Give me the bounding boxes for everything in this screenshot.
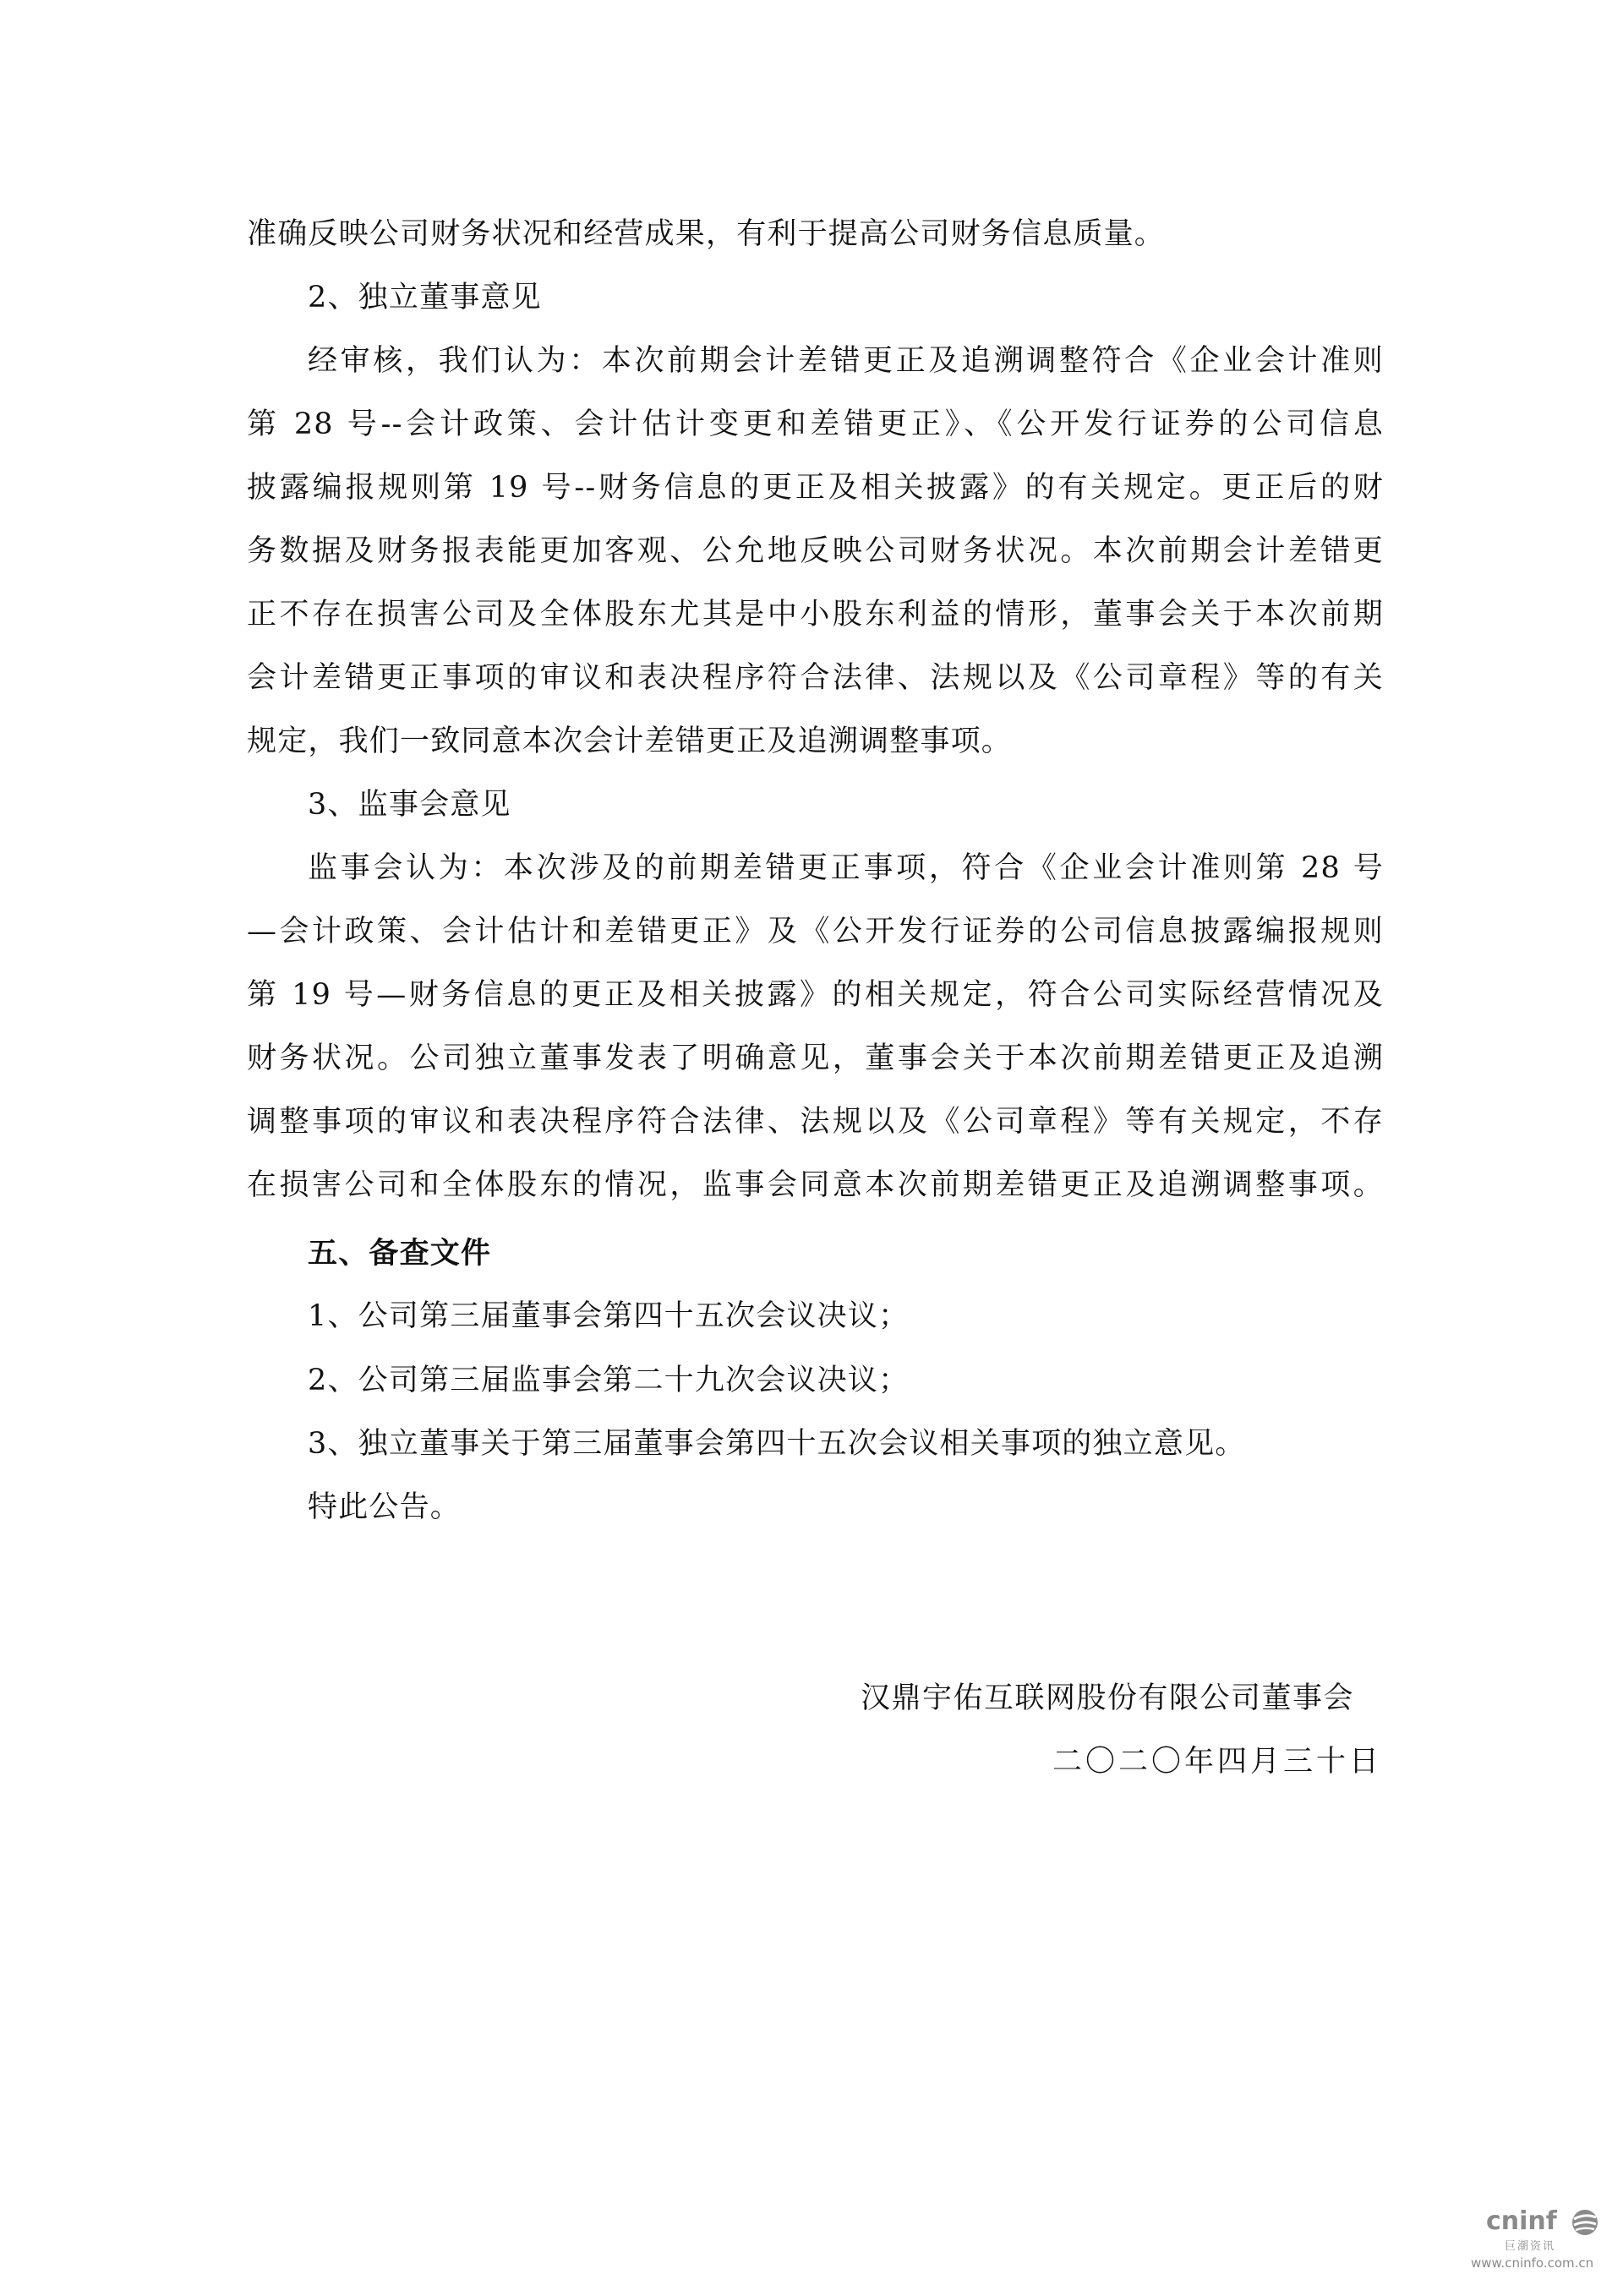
logo-brand-text: cninf [1486, 2206, 1557, 2236]
reference-item: 2、公司第三届监事会第二十九次会议决议； [308, 1364, 910, 1397]
paragraph-line: 经审核，我们认为：本次前期会计差错更正及追溯调整符合《企业会计准则 [308, 344, 1384, 378]
subheading-supervisory-board: 3、监事会意见 [308, 788, 511, 822]
paragraph-line: 披露编报规则第 19 号--财务信息的更正及相关披露》的有关规定。更正后的财 [247, 471, 1384, 505]
paragraph-line: 在损害公司和全体股东的情况，监事会同意本次前期差错更正及追溯调整事项。 [247, 1168, 1384, 1202]
reference-item: 1、公司第三届董事会第四十五次会议决议； [308, 1299, 910, 1333]
paragraph-line: 调整事项的审议和表决程序符合法律、法规以及《公司章程》等有关规定，不存 [247, 1105, 1384, 1139]
signature-date: 二〇二〇年四月三十日 [1052, 1745, 1383, 1779]
subheading-independent-directors: 2、独立董事意见 [308, 281, 542, 314]
paragraph-line: 正不存在损害公司及全体股东尤其是中小股东利益的情形，董事会关于本次前期 [247, 598, 1384, 631]
paragraph-line: 规定，我们一致同意本次会计差错更正及追溯调整事项。 [247, 724, 1013, 758]
paragraph-line: 会计差错更正事项的审议和表决程序符合法律、法规以及《公司章程》等的有关 [247, 661, 1384, 695]
paragraph-line: 准确反映公司财务状况和经营成果，有利于提高公司财务信息质量。 [247, 217, 1166, 251]
paragraph-line: —会计政策、会计估计和差错更正》及《公开发行证券的公司信息披露编报规则 [247, 915, 1384, 948]
section-heading-reference-documents: 五、备查文件 [308, 1236, 492, 1271]
paragraph-line: 务数据及财务报表能更加客观、公允地反映公司财务状况。本次前期会计差错更 [247, 534, 1384, 568]
logo-url-text: www.cninfo.com.cn [1471, 2255, 1594, 2271]
logo-chinese-text: 巨潮资讯 [1505, 2240, 1556, 2253]
closing-statement: 特此公告。 [308, 1490, 462, 1524]
reference-item: 3、独立董事关于第三届董事会第四十五次会议相关事项的独立意见。 [308, 1427, 1246, 1461]
paragraph-line: 第 19 号—财务信息的更正及相关披露》的相关规定，符合公司实际经营情况及 [247, 978, 1384, 1012]
paragraph-line: 监事会认为：本次涉及的前期差错更正事项，符合《企业会计准则第 28 号 [308, 851, 1384, 885]
paragraph-line: 财务状况。公司独立董事发表了明确意见，董事会关于本次前期差错更正及追溯 [247, 1041, 1384, 1075]
cninfo-swirl-icon [1571, 2208, 1599, 2237]
signature-company: 汉鼎宇佑互联网股份有限公司董事会 [861, 1681, 1355, 1715]
cninfo-watermark-logo [1471, 2206, 1615, 2288]
paragraph-line: 第 28 号--会计政策、会计估计变更和差错更正》、《公开发行证券的公司信息 [247, 407, 1384, 441]
